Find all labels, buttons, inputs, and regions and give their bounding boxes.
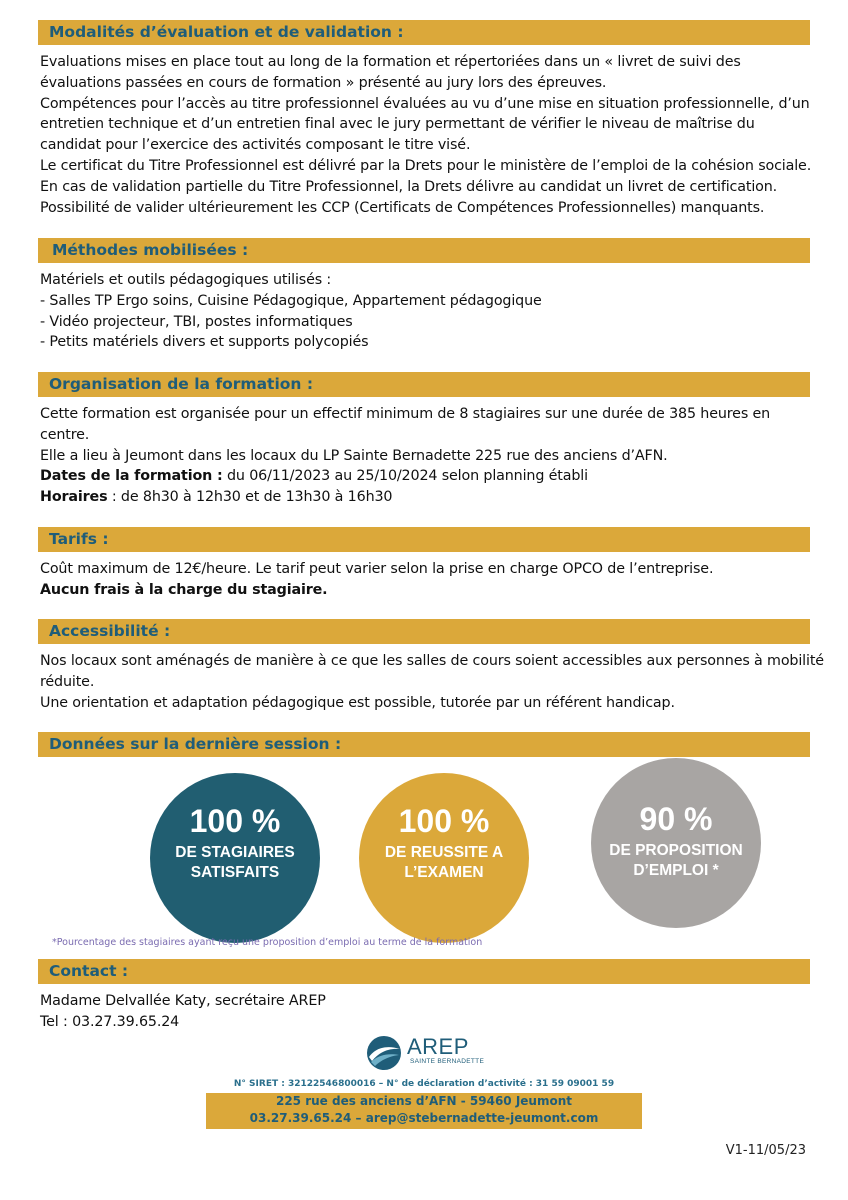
stat-label-line2: SATISFAITS: [190, 864, 280, 881]
dates-line: [40, 466, 810, 487]
text-line: Nos locaux sont aménagés de manière à ce que les salles de cours soient accessibles aux personnes à mobilité: [40, 653, 824, 669]
text-line: Une orientation et adaptation pédagogique est possible, tutorée par un référent handicap.: [40, 694, 675, 711]
text-line: entretien technique et d’un entretien final avec le jury permettant de vérifier le niveau de maîtrise du: [40, 116, 755, 133]
hours-line: [40, 487, 810, 508]
text-line: Compétences pour l’accès au titre professionnel évaluées au vu d’une mise en situation professionnelle, d’un: [40, 95, 810, 112]
text-line: Possibilité de valider ultérieurement les CCP (Certificats de Compétences Professionnelles) manquants.: [40, 199, 765, 216]
text-line: Matériels et outils pédagogiques utilisés :: [40, 272, 332, 288]
stat-value: 90 %: [639, 801, 713, 837]
section-title-contact: Contact :: [38, 959, 810, 984]
section-title-accessibility: Accessibilité :: [38, 619, 810, 644]
footnote: *Pourcentage des stagiaires ayant reçu une proposition d’emploi au terme de la formation: [52, 937, 483, 948]
text-line: évaluations passées en cours de formation » présenté au jury lors des épreuves.: [40, 74, 607, 91]
text-line: Cette formation est organisée pour un effectif minimum de 8 stagiaires sur une durée de 385 heures en: [40, 406, 771, 422]
stat-label-line1: DE STAGIAIRES: [175, 844, 295, 861]
logo-name: AREP: [407, 1034, 469, 1059]
list-item: - Vidéo projecteur, TBI, postes informatiques: [40, 313, 353, 330]
list-item: - Salles TP Ergo soins, Cuisine Pédagogique, Appartement pédagogique: [40, 292, 542, 309]
text-line-bold: Aucun frais à la charge du stagiaire.: [40, 581, 328, 598]
hours-value: : de 8h30 à 12h30 et de 13h30 à 16h30: [107, 489, 393, 506]
hours-label: Horaires: [40, 489, 108, 506]
text-line: Coût maximum de 12€/heure. Le tarif peut varier selon la prise en charge OPCO de l’entreprise.: [40, 561, 714, 577]
stat-circle-employment: [591, 758, 761, 928]
section-title-organisation: Organisation de la formation :: [38, 372, 810, 397]
dates-value: du 06/11/2023 au 25/10/2024 selon planning établi: [222, 468, 588, 485]
section-title-evaluation: Modalités d’évaluation et de validation :: [38, 20, 810, 45]
text-line: Elle a lieu à Jeumont dans les locaux du LP Sainte Bernadette 225 rue des anciens d’AFN.: [40, 447, 668, 464]
siret-line: N° SIRET : 32122546800016 – N° de déclaration d’activité : 31 59 09001 59: [233, 1079, 615, 1089]
stat-value: 100 %: [398, 803, 490, 839]
list-item: - Petits matériels divers et supports polycopiés: [40, 334, 369, 351]
text-line: Le certificat du Titre Professionnel est délivré par la Drets pour le ministère de l’emploi de la cohésion sociale.: [40, 157, 812, 174]
stat-label-line2: D’EMPLOI *: [633, 862, 719, 879]
stat-circle-success: [359, 773, 529, 943]
stat-label-line2: L’EXAMEN: [404, 864, 484, 881]
section-title-methods: Méthodes mobilisées :: [38, 238, 810, 263]
methods-text: [40, 270, 810, 353]
text-line: réduite.: [40, 673, 95, 690]
logo-subtitle: SAINTE BERNADETTE: [410, 1058, 485, 1065]
stat-circle-satisfaction: [150, 773, 320, 943]
footer-address: 225 rue des anciens d’AFN - 59460 Jeumont: [275, 1094, 573, 1108]
organisation-text: [40, 404, 810, 508]
dates-label: Dates de la formation :: [40, 468, 223, 485]
stat-label-line1: DE REUSSITE A: [384, 844, 504, 861]
address-band: [206, 1093, 642, 1129]
footer-contact: 03.27.39.65.24 – arep@stebernadette-jeumont.com: [249, 1111, 599, 1125]
contact-phone: Tel : 03.27.39.65.24: [40, 1013, 180, 1030]
text-line: Evaluations mises en place tout au long de la formation et répertoriées dans un « livret de suivi des: [40, 54, 741, 70]
contact-name: Madame Delvallée Katy, secrétaire AREP: [40, 993, 326, 1009]
section-title-session: Données sur la dernière session :: [38, 732, 810, 757]
stat-value: 100 %: [189, 803, 281, 839]
section-title-tarifs: Tarifs :: [38, 527, 810, 552]
version-label: V1-11/05/23: [725, 1143, 806, 1158]
text-line: En cas de validation partielle du Titre Professionnel, la Drets délivre au candidat un livret de certification.: [40, 178, 778, 195]
evaluation-text: [40, 52, 810, 218]
contact-text: [40, 991, 810, 1033]
text-line: candidat pour l’exercice des activités composant le titre visé.: [40, 137, 471, 154]
stat-label-line1: DE PROPOSITION: [609, 842, 743, 859]
accessibility-text: [40, 651, 824, 713]
text-line: centre.: [40, 426, 90, 443]
tarifs-text: [40, 559, 810, 601]
